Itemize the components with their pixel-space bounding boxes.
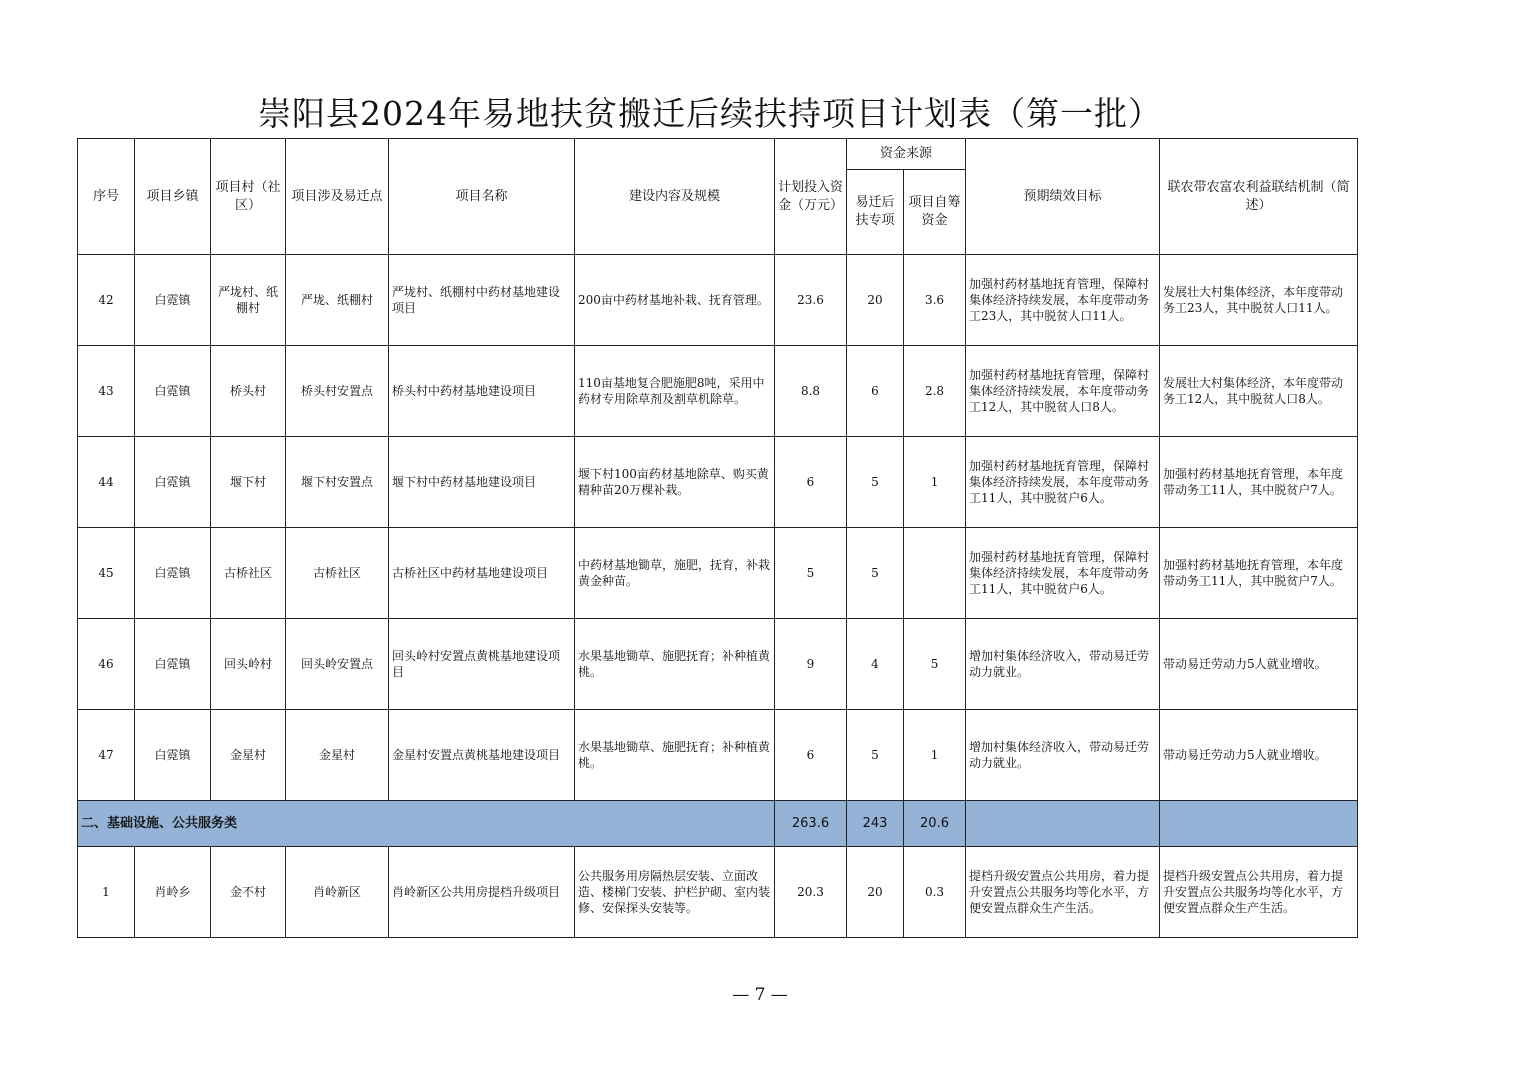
header-invest: 计划投入资金（万元） bbox=[775, 139, 847, 255]
cell-invest: 8.8 bbox=[775, 346, 847, 437]
cell-content: 水果基地锄草、施肥抚育；补种植黄桃。 bbox=[575, 619, 775, 710]
cell-name: 金星村安置点黄桃基地建设项目 bbox=[389, 710, 575, 801]
cell-town: 白霓镇 bbox=[135, 255, 211, 346]
header-mechanism: 联农带农富农利益联结机制（简述） bbox=[1160, 139, 1358, 255]
cell-invest: 9 bbox=[775, 619, 847, 710]
cell-special: 5 bbox=[847, 437, 904, 528]
cell-town: 白霓镇 bbox=[135, 619, 211, 710]
cell-invest: 6 bbox=[775, 710, 847, 801]
section-label: 二、基础设施、公共服务类 bbox=[78, 801, 775, 847]
cell-name: 回头岭村安置点黄桃基地建设项目 bbox=[389, 619, 575, 710]
cell-mechanism: 加强村药材基地抚育管理，本年度带动务工11人，其中脱贫户7人。 bbox=[1160, 528, 1358, 619]
table-row bbox=[78, 437, 1358, 528]
cell-village: 古桥社区 bbox=[211, 528, 286, 619]
cell-town: 白霓镇 bbox=[135, 437, 211, 528]
header-seq: 序号 bbox=[78, 139, 135, 255]
cell-site: 严垅、纸棚村 bbox=[286, 255, 389, 346]
cell-seq: 1 bbox=[78, 847, 135, 938]
cell-town: 肖岭乡 bbox=[135, 847, 211, 938]
cell-content: 110亩基地复合肥施肥8吨，采用中药材专用除草剂及割草机除草。 bbox=[575, 346, 775, 437]
cell-site: 金星村 bbox=[286, 710, 389, 801]
header-site: 项目涉及易迁点 bbox=[286, 139, 389, 255]
cell-self: 3.6 bbox=[904, 255, 966, 346]
cell-mechanism: 发展壮大村集体经济，本年度带动务工12人，其中脱贫人口8人。 bbox=[1160, 346, 1358, 437]
table-row bbox=[78, 346, 1358, 437]
cell-self: 1 bbox=[904, 437, 966, 528]
section-invest: 263.6 bbox=[775, 801, 847, 847]
cell-goal: 增加村集体经济收入，带动易迁劳动力就业。 bbox=[966, 710, 1160, 801]
cell-mechanism: 发展壮大村集体经济，本年度带动务工23人，其中脱贫人口11人。 bbox=[1160, 255, 1358, 346]
cell-content: 200亩中药材基地补栽、抚育管理。 bbox=[575, 255, 775, 346]
cell-village: 堰下村 bbox=[211, 437, 286, 528]
cell-village: 金不村 bbox=[211, 847, 286, 938]
cell-special: 5 bbox=[847, 528, 904, 619]
header-content: 建设内容及规模 bbox=[575, 139, 775, 255]
cell-invest: 20.3 bbox=[775, 847, 847, 938]
table-row bbox=[78, 255, 1358, 346]
page-number: — 7 — bbox=[732, 985, 788, 1005]
section-special: 243 bbox=[847, 801, 904, 847]
cell-mechanism: 加强村药材基地抚育管理，本年度带动务工11人，其中脱贫户7人。 bbox=[1160, 437, 1358, 528]
cell-goal: 提档升级安置点公共用房，着力提升安置点公共服务均等化水平，方便安置点群众生产生活。 bbox=[966, 847, 1160, 938]
cell-name: 桥头村中药材基地建设项目 bbox=[389, 346, 575, 437]
header-town: 项目乡镇 bbox=[135, 139, 211, 255]
header-self: 项目自筹资金 bbox=[904, 170, 966, 255]
cell-self: 1 bbox=[904, 710, 966, 801]
cell-goal: 加强村药材基地抚育管理，保障村集体经济持续发展，本年度带动务工11人，其中脱贫户6人。 bbox=[966, 528, 1160, 619]
cell-name: 堰下村中药材基地建设项目 bbox=[389, 437, 575, 528]
cell-goal: 加强村药材基地抚育管理，保障村集体经济持续发展，本年度带动务工23人，其中脱贫人口11人。 bbox=[966, 255, 1160, 346]
table-header-row bbox=[78, 139, 1358, 170]
cell-seq: 44 bbox=[78, 437, 135, 528]
cell-seq: 47 bbox=[78, 710, 135, 801]
cell-village: 桥头村 bbox=[211, 346, 286, 437]
document-title: 崇阳县2024年易地扶贫搬迁后续扶持项目计划表（第一批） bbox=[258, 94, 1162, 133]
section-empty-mechanism bbox=[1160, 801, 1358, 847]
cell-special: 4 bbox=[847, 619, 904, 710]
cell-site: 肖岭新区 bbox=[286, 847, 389, 938]
cell-special: 5 bbox=[847, 710, 904, 801]
header-goal: 预期绩效目标 bbox=[966, 139, 1160, 255]
cell-invest: 5 bbox=[775, 528, 847, 619]
cell-name: 严垅村、纸棚村中药材基地建设项目 bbox=[389, 255, 575, 346]
project-table bbox=[77, 138, 1358, 938]
cell-name: 古桥社区中药材基地建设项目 bbox=[389, 528, 575, 619]
table-body bbox=[78, 255, 1358, 801]
cell-content: 水果基地锄草、施肥抚育；补种植黄桃。 bbox=[575, 710, 775, 801]
header-village: 项目村（社区） bbox=[211, 139, 286, 255]
section-row bbox=[78, 801, 1358, 847]
cell-town: 白霓镇 bbox=[135, 346, 211, 437]
table-row bbox=[78, 619, 1358, 710]
cell-goal: 增加村集体经济收入，带动易迁劳动力就业。 bbox=[966, 619, 1160, 710]
table-row bbox=[78, 847, 1358, 938]
cell-self: 0.3 bbox=[904, 847, 966, 938]
cell-special: 6 bbox=[847, 346, 904, 437]
cell-site: 桥头村安置点 bbox=[286, 346, 389, 437]
cell-self: 2.8 bbox=[904, 346, 966, 437]
section-self: 20.6 bbox=[904, 801, 966, 847]
cell-goal: 加强村药材基地抚育管理，保障村集体经济持续发展，本年度带动务工11人，其中脱贫户6人。 bbox=[966, 437, 1160, 528]
cell-mechanism: 提档升级安置点公共用房，着力提升安置点公共服务均等化水平，方便安置点群众生产生活。 bbox=[1160, 847, 1358, 938]
cell-village: 严垅村、纸棚村 bbox=[211, 255, 286, 346]
cell-site: 堰下村安置点 bbox=[286, 437, 389, 528]
cell-site: 回头岭安置点 bbox=[286, 619, 389, 710]
header-name: 项目名称 bbox=[389, 139, 575, 255]
cell-content: 堰下村100亩药材基地除草、购买黄精种苗20万棵补栽。 bbox=[575, 437, 775, 528]
cell-site: 古桥社区 bbox=[286, 528, 389, 619]
cell-invest: 6 bbox=[775, 437, 847, 528]
cell-village: 回头岭村 bbox=[211, 619, 286, 710]
cell-self: 5 bbox=[904, 619, 966, 710]
cell-seq: 46 bbox=[78, 619, 135, 710]
cell-mechanism: 带动易迁劳动力5人就业增收。 bbox=[1160, 619, 1358, 710]
table-row bbox=[78, 710, 1358, 801]
cell-self bbox=[904, 528, 966, 619]
cell-seq: 45 bbox=[78, 528, 135, 619]
cell-town: 白霓镇 bbox=[135, 710, 211, 801]
table-row bbox=[78, 528, 1358, 619]
cell-seq: 42 bbox=[78, 255, 135, 346]
cell-special: 20 bbox=[847, 255, 904, 346]
cell-invest: 23.6 bbox=[775, 255, 847, 346]
cell-content: 中药材基地锄草，施肥，抚育，补栽黄金种苗。 bbox=[575, 528, 775, 619]
cell-mechanism: 带动易迁劳动力5人就业增收。 bbox=[1160, 710, 1358, 801]
cell-content: 公共服务用房隔热层安装、立面改造、楼梯门安装、护栏护砌、室内装修、安保探头安装等。 bbox=[575, 847, 775, 938]
cell-special: 20 bbox=[847, 847, 904, 938]
section-empty-goal bbox=[966, 801, 1160, 847]
cell-seq: 43 bbox=[78, 346, 135, 437]
cell-town: 白霓镇 bbox=[135, 528, 211, 619]
header-source: 资金来源 bbox=[847, 139, 966, 170]
cell-village: 金星村 bbox=[211, 710, 286, 801]
cell-goal: 加强村药材基地抚育管理，保障村集体经济持续发展，本年度带动务工12人，其中脱贫人口8人。 bbox=[966, 346, 1160, 437]
cell-name: 肖岭新区公共用房提档升级项目 bbox=[389, 847, 575, 938]
header-special: 易迁后扶专项 bbox=[847, 170, 904, 255]
